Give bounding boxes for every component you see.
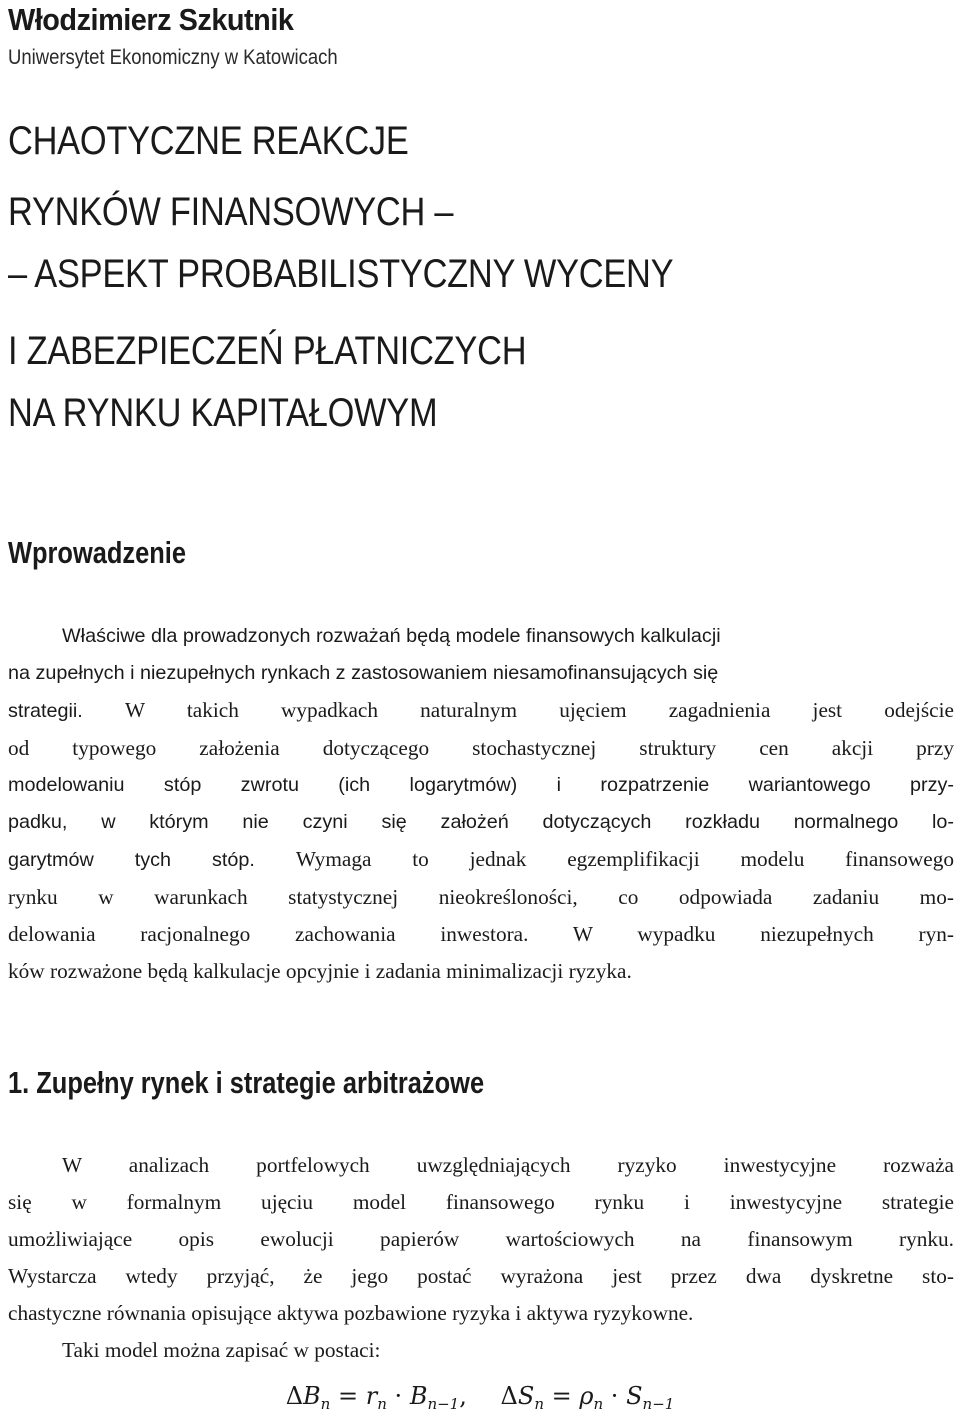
section-1-line-2: się w formalnym ujęciu model finansowego rynku i inwestycyjne strategie xyxy=(8,1190,954,1214)
intro-line-10: ków rozważone będą kalkulacje opcyjnie i zadania minimalizacji ryzyka. xyxy=(8,959,632,983)
eq-B-prev: B xyxy=(409,1382,428,1410)
intro-line-7: garytmów tych stóp. Wymaga to jednak egzemplifikacji modelu finansowego xyxy=(8,847,954,871)
intro-line-2: na zupełnych i niezupełnych rynkach z zastosowaniem niesamofinansujących się xyxy=(8,662,719,684)
eq-B: B xyxy=(303,1382,321,1410)
title-line-5: NA RYNKU KAPITAŁOWYM xyxy=(8,391,438,435)
title-line-2: RYNKÓW FINANSOWYCH – xyxy=(8,190,454,234)
title-line-4: I ZABEZPIECZEŃ PŁATNICZYCH xyxy=(8,329,527,373)
section-1-paragraph xyxy=(8,1147,954,1369)
eq-sub-n-minus-1: n−1 xyxy=(427,1395,460,1413)
equation xyxy=(0,1382,960,1413)
intro-line-3: strategii. W takich wypadkach naturalnym ujęciem zagadnienia jest odejście xyxy=(8,698,954,722)
eq-dot-2: · xyxy=(610,1382,619,1410)
intro-line-4: od typowego założenia dotyczącego stochastycznej struktury cen akcji przy xyxy=(8,736,954,760)
eq-delta-2: Δ xyxy=(500,1382,518,1410)
intro-heading: Wprowadzenie xyxy=(8,535,186,570)
intro-line-9: delowania racjonalnego zachowania inwestora. W wypadku niezupełnych ryn- xyxy=(8,922,954,946)
section-1-line-5: chastyczne równania opisujące aktywa pozbawione ryzyka i aktywa ryzykowne. xyxy=(8,1301,694,1325)
eq-sub-n: n xyxy=(320,1395,331,1413)
eq-comma: , xyxy=(459,1382,467,1410)
eq-dot-1: · xyxy=(394,1382,403,1410)
intro-line-8: rynku w warunkach statystycznej nieokreśloności, co odpowiada zadaniu mo- xyxy=(8,885,954,909)
section-1-line-3: umożliwiające opis ewolucji papierów wartościowych na finansowym rynku. xyxy=(8,1227,954,1251)
author-name: Włodzimierz Szkutnik xyxy=(8,2,294,37)
section-1-line-6: Taki model można zapisać w postaci: xyxy=(62,1338,381,1362)
intro-line-5: modelowaniu stóp zwrotu (ich logarytmów) i rozpatrzenie wariantowego przy- xyxy=(8,774,954,796)
eq-sub-n-minus-1-s: n−1 xyxy=(642,1395,675,1413)
section-1-heading: 1. Zupełny rynek i strategie arbitrażowe xyxy=(8,1065,485,1100)
eq-r: r xyxy=(365,1382,378,1410)
section-1-line-4: Wystarcza wtedy przyjąć, że jego postać wyrażona jest przez dwa dyskretne sto- xyxy=(8,1264,954,1288)
title-line-1: CHAOTYCZNE REAKCJE xyxy=(8,119,409,163)
eq-delta-1: Δ xyxy=(285,1382,304,1410)
eq-sub-n-rho: n xyxy=(593,1395,604,1413)
title-line-3: – ASPEKT PROBABILISTYCZNY WYCENY xyxy=(8,252,674,296)
eq-S-prev: S xyxy=(626,1382,643,1410)
intro-line-1: Właściwe dla prowadzonych rozważań będą modele finansowych kalkulacji xyxy=(62,625,721,647)
author-affiliation: Uniwersytet Ekonomiczny w Katowicach xyxy=(8,46,338,69)
section-1-line-1: W analizach portfelowych uwzględniających ryzyko inwestycyjne rozważa xyxy=(62,1153,954,1177)
eq-sub-n-s: n xyxy=(534,1395,544,1413)
eq-S: S xyxy=(517,1382,535,1410)
eq-rho: ρ xyxy=(579,1382,594,1410)
eq-equals-1: = xyxy=(337,1382,359,1410)
intro-line-6: padku, w którym nie czyni się założeń dotyczących rozkładu normalnego lo- xyxy=(8,811,954,833)
eq-sub-n-r: n xyxy=(377,1395,387,1413)
intro-paragraph xyxy=(8,618,954,990)
eq-equals-2: = xyxy=(551,1382,572,1410)
